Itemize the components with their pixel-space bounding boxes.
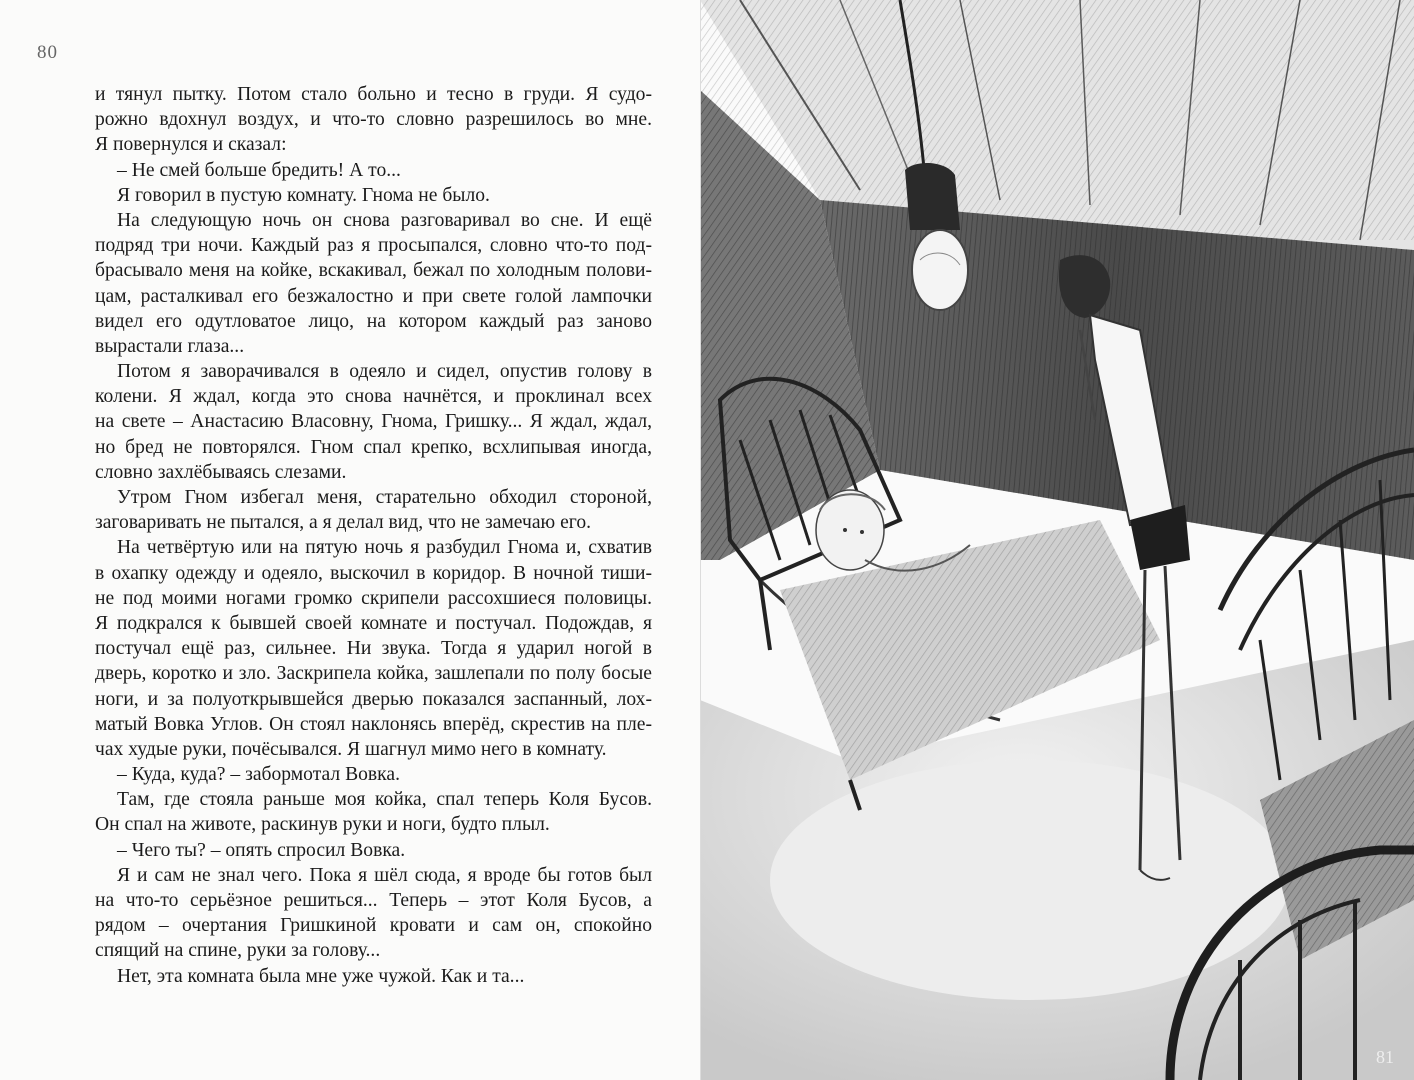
text-line: колени. Я ждал, когда это снова начнётся, и проклинал всех — [95, 386, 652, 408]
text-line: Там, где стояла раньше моя койка, спал теперь Коля Бусов. — [117, 789, 652, 811]
text-line: и тянул пытку. Потом стало больно и тесно в груди. Я судо- — [95, 84, 652, 105]
text-line: – Чего ты? – опять спросил Вовка. — [117, 839, 406, 861]
text-line: словно захлёбываясь слезами. — [95, 461, 347, 483]
text-line: На четвёртую или на пятую ночь я разбудил Гнома и, схватив — [117, 537, 652, 559]
text-line: Потом я заворачивался в одеяло и сидел, опустив голову в — [117, 361, 652, 383]
text-line: ноги, и за полуоткрывшейся дверью показался заспанный, лох- — [95, 688, 652, 710]
text-line: На следующую ночь он снова разговаривал во сне. И ещё — [117, 209, 652, 231]
right-page — [700, 0, 1414, 1080]
text-line: но бред не повторялся. Гном спал крепко, всхлипывая иногда, — [95, 436, 652, 458]
text-line: подряд три ночи. Каждый раз я просыпался, словно что-то под- — [95, 235, 652, 257]
text-line: вырастали глаза... — [95, 335, 245, 357]
text-line: Утром Гном избегал меня, старательно обходил стороной, — [117, 487, 652, 508]
text-column — [95, 82, 652, 989]
text-line: Нет, эта комната была мне уже чужой. Как и та... — [117, 965, 525, 987]
page-number-left: 80 — [37, 42, 58, 63]
text-line: дверь, коротко и зло. Заскрипела койка, зашлепали по полу босые — [95, 663, 652, 685]
text-line: Я говорил в пустую комнату. Гнома не было. — [117, 184, 490, 206]
text-line: спящий на спине, руки за голову... — [95, 940, 381, 962]
text-line: в охапку одежду и одеяло, выскочил в коридор. В ночной тиши- — [95, 562, 652, 584]
text-line: рядом – очертания Гришкиной кровати и сам он, спокойно — [95, 915, 652, 937]
text-line: Я и сам не знал чего. Пока я шёл сюда, я вроде бы готов был — [117, 864, 652, 886]
left-page — [0, 0, 700, 1080]
text-line: Он спал на животе, раскинув руки и ноги, будто плыл. — [95, 814, 550, 836]
text-line: чах худые руки, почёсывался. Я шагнул мимо него в комнату. — [95, 738, 607, 760]
text-line: – Куда, куда? – забормотал Вовка. — [117, 764, 400, 786]
text-line: цам, расталкивал его безжалостно и при свете голой лампочки — [95, 285, 652, 307]
text-line: Я подкрался к бывшей своей комнате и постучал. Подождав, я — [95, 612, 652, 634]
text-line: Я повернулся и сказал: — [95, 134, 287, 156]
text-line: видел его одутловатое лицо, на котором каждый раз заново — [95, 310, 652, 332]
text-line: на что-то серьёзное решиться... Теперь – этот Коля Бусов, а — [95, 890, 652, 911]
text-line: на свете – Анастасию Власовну, Гнома, Гришку... Я ждал, ждал, — [95, 411, 652, 433]
text-line: не под моими ногами громко скрипели рассохшиеся половицы. — [95, 587, 652, 609]
text-line: постучал ещё раз, сильнее. Ни звука. Тогда я ударил ногой в — [95, 638, 652, 660]
text-line: брасывало меня на койке, вскакивал, бежал по холодным полови- — [95, 260, 652, 282]
text-line: заговаривать не пытался, а я делал вид, что не замечаю его. — [95, 512, 592, 534]
text-line: – Не смей больше бредить! А то... — [117, 159, 401, 181]
page-number-right: 81 — [1376, 1047, 1394, 1067]
text-line: рожно вдохнул воздух, и что-то словно разрешилось во мне. — [95, 109, 652, 131]
pencil-illustration — [700, 0, 1414, 1080]
text-line: матый Вовка Углов. Он стоял наклонясь вперёд, скрестив на пле- — [95, 713, 652, 735]
